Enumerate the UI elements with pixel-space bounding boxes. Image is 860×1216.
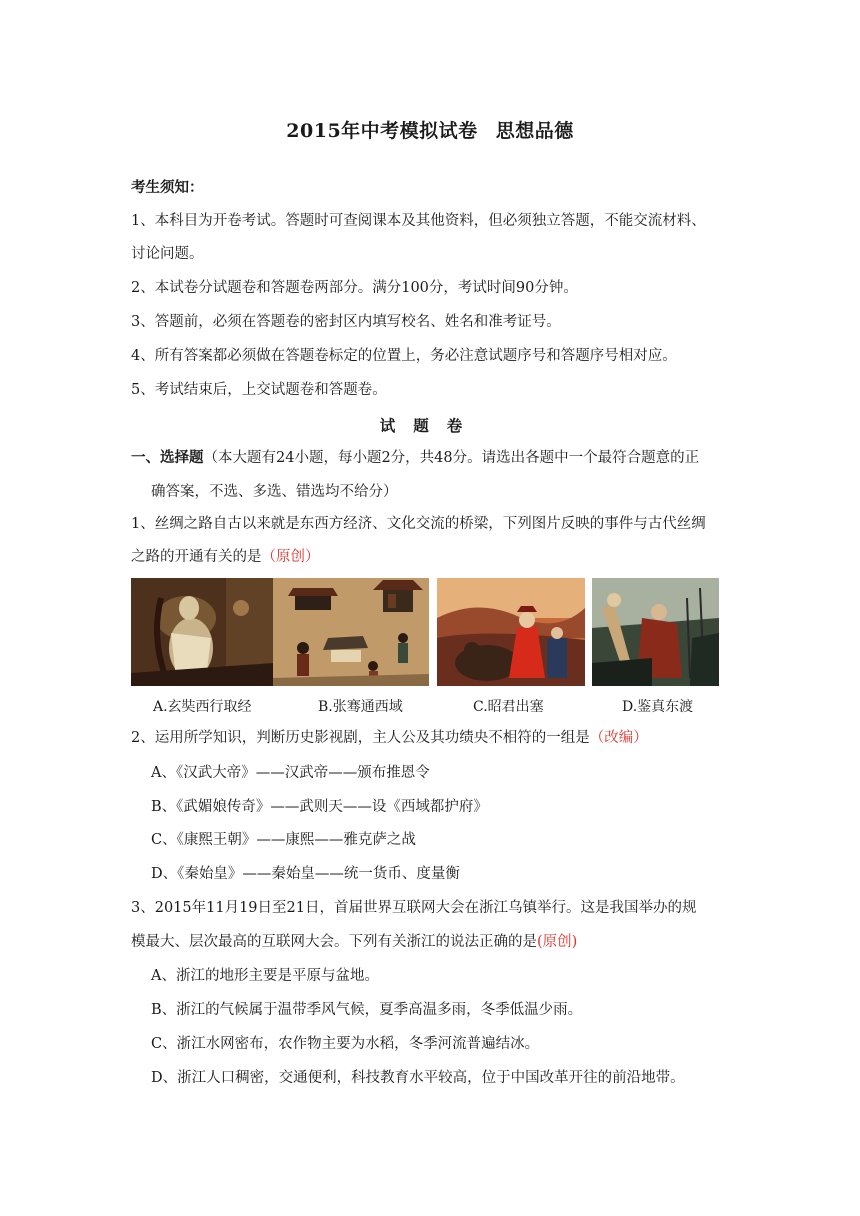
q2-option-a: A、《汉武大帝》——汉武帝——颁布推恩令 <box>151 765 430 781</box>
q3-tag: (原创) <box>537 934 578 950</box>
caption-d: D.鉴真东渡 <box>622 699 694 715</box>
q1-stem: 1、丝绸之路自古以来就是东西方经济、文化交流的桥梁，下列图片反映的事件与古代丝绸 <box>131 516 706 532</box>
painting-jianzhen <box>592 578 719 686</box>
notice-item: 5、考试结束后，上交试题卷和答题卷。 <box>131 382 387 398</box>
painting-xuanzang <box>131 578 273 686</box>
q2-tag: （改编） <box>589 730 648 746</box>
painting-zhaojun <box>437 578 585 686</box>
caption-b: B.张骞通西域 <box>318 699 403 715</box>
q1-tag: （原创） <box>261 549 320 565</box>
q3-option-a: A、浙江的地形主要是平原与盆地。 <box>151 968 379 984</box>
notice-item: 4、所有答案都必须做在答题卷标定的位置上，务必注意试题序号和答题序号相对应。 <box>131 348 677 364</box>
caption-c: C.昭君出塞 <box>473 699 544 715</box>
notice-heading: 考生须知： <box>131 179 204 196</box>
q2-stem <box>131 728 648 748</box>
title-subject: 思想品德 <box>495 120 574 142</box>
notice-item: 2、本试卷分试题卷和答题卷两部分。满分100分，考试时间90分钟。 <box>131 280 578 296</box>
caption-a: A.玄奘西行取经 <box>153 699 252 715</box>
title-main: 2015年中考模拟试卷 <box>286 120 478 142</box>
q3-stem-cont <box>131 932 577 952</box>
q3-stem: 3、2015年11月19日至21日，首届世界互联网大会在浙江乌镇举行。这是我国举办的规 <box>131 900 697 916</box>
q3-option-c: C、浙江水网密布，农作物主要为水稻，冬季河流普遍结冰。 <box>151 1036 540 1052</box>
notice-item: 3、答题前，必须在答题卷的密封区内填写校名、姓名和准考证号。 <box>131 314 561 330</box>
q3-option-d: D、浙江人口稠密，交通便利，科技教育水平较高，位于中国改革开往的前沿地带。 <box>151 1070 685 1086</box>
part1-heading: 一、选择题 <box>131 449 204 466</box>
q2-option-b: B、《武媚娘传奇》——武则天——设《西域都护府》 <box>151 799 488 815</box>
section-title: 试题卷 <box>379 416 481 435</box>
q3-option-b: B、浙江的气候属于温带季风气候，夏季高温多雨，冬季低温少雨。 <box>151 1002 583 1018</box>
part1-desc: （本大题有24小题，每小题2分，共48分。请选出各题中一个最符合题意的正 <box>203 450 700 466</box>
page-title <box>0 116 860 143</box>
q1-stem-cont <box>131 547 320 567</box>
painting-zhangqian <box>273 578 429 686</box>
q3-stem-text: 模最大、层次最高的互联网大会。下列有关浙江的说法正确的是 <box>131 934 537 950</box>
q2-stem-text: 2、运用所学知识，判断历史影视剧，主人公及其功绩央不相符的一组是 <box>131 730 590 746</box>
q2-option-c: C、《康熙王朝》——康熙——雅克萨之战 <box>151 832 416 848</box>
q1-stem-text: 之路的开通有关的是 <box>131 549 262 565</box>
q2-option-d: D、《秦始皇》——秦始皇——统一货币、度量衡 <box>151 866 460 882</box>
part1-intro <box>131 448 699 468</box>
notice-item: 讨论问题。 <box>131 246 204 262</box>
notice-item: 1、本科目为开卷考试。答题时可查阅课本及其他资料，但必须独立答题，不能交流材料、 <box>131 213 706 229</box>
part1-desc-cont: 确答案，不选、多选、错选均不给分） <box>151 484 398 500</box>
